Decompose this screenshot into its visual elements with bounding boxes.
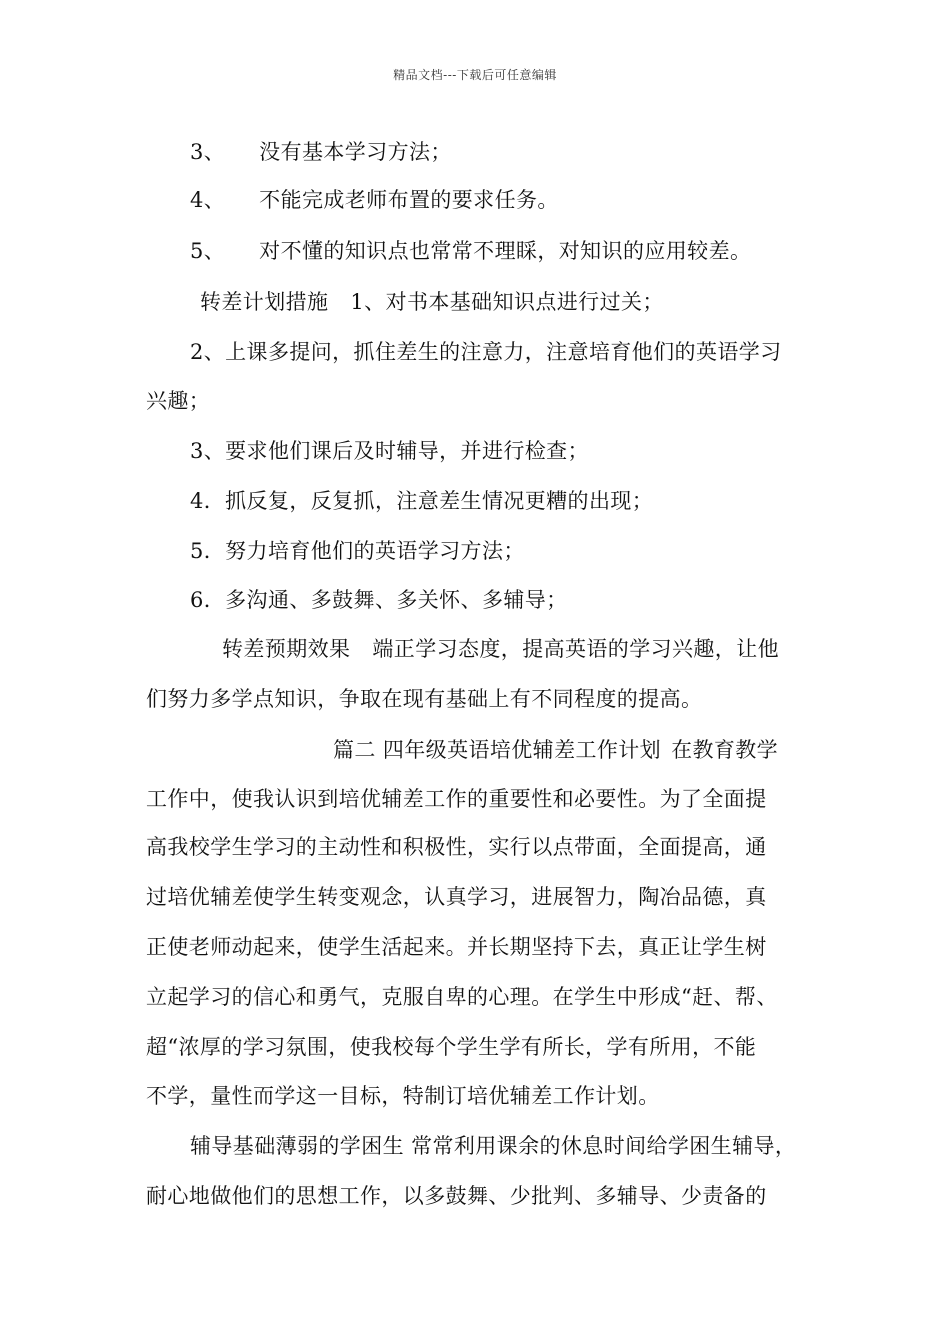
paragraph-line: 不学，量性而学这一目标，特制订培优辅差工作计划。	[146, 1084, 660, 1108]
paragraph-line: 正使老师动起来，使学生活起来。并长期坚持下去，真正让学生树	[146, 935, 767, 959]
paragraph-line: 4．抓反复，反复抓，注意差生情况更糟的出现；	[190, 489, 654, 513]
list-text: 对不懂的知识点也常常不理睬，对知识的应用较差。	[259, 239, 752, 263]
list-text: 没有基本学习方法；	[259, 140, 452, 164]
paragraph-text: 1、对书本基础知识点进行过关；	[350, 290, 664, 314]
page-header: 精品文档---下载后可任意编辑	[393, 68, 557, 82]
list-number: 5、	[190, 239, 226, 263]
list-number: 3、	[190, 140, 226, 164]
paragraph-line: 2、上课多提问，抓住差生的注意力，注意培育他们的英语学习	[190, 340, 782, 364]
paragraph-line: 3、要求他们课后及时辅导，并进行检查；	[190, 439, 589, 463]
list-item-3	[190, 137, 452, 167]
list-item-4	[190, 185, 559, 215]
list-item-5	[190, 236, 751, 266]
section-heading: 转差预期效果	[222, 637, 351, 661]
paragraph-line: 辅导基础薄弱的学困生 常常利用课余的休息时间给学困生辅导，	[190, 1134, 797, 1158]
paragraph-line: 过培优辅差使学生转变观念，认真学习，进展智力，陶冶品德，真	[146, 885, 767, 909]
list-number: 4、	[190, 188, 226, 212]
paragraph-line: 们努力多学点知识，争取在现有基础上有不同程度的提高。	[146, 687, 703, 711]
section-heading: 转差计划措施	[200, 290, 329, 314]
paragraph-line: 工作中，使我认识到培优辅差工作的重要性和必要性。为了全面提	[146, 787, 767, 811]
paragraph-line: 超“浓厚的学习氛围，使我校每个学生学有所长，学有所用，不能	[146, 1035, 757, 1059]
paragraph-line: 5．努力培育他们的英语学习方法；	[190, 539, 525, 563]
paragraph-text: 在教育教学	[671, 738, 779, 762]
paragraph-line: 耐心地做他们的思想工作，以多鼓舞、少批判、多辅导、少责备的	[146, 1184, 767, 1208]
paragraph-line: 6．多沟通、多鼓舞、多关怀、多辅导；	[190, 588, 568, 612]
measures-line	[200, 287, 664, 317]
paragraph-line: 兴趣；	[146, 389, 211, 413]
paragraph-text: 端正学习态度，提高英语的学习兴趣，让他	[372, 637, 780, 661]
paragraph-line: 高我校学生学习的主动性和积极性，实行以点带面，全面提高，通	[146, 835, 767, 859]
section-title: 篇二 四年级英语培优辅差工作计划	[333, 738, 662, 762]
effect-line	[222, 634, 779, 664]
paragraph-line: 立起学习的信心和勇气，克服自卑的心理。在学生中形成“赶、帮、	[146, 985, 778, 1009]
list-text: 不能完成老师布置的要求任务。	[259, 188, 559, 212]
section-title-line	[333, 735, 778, 765]
